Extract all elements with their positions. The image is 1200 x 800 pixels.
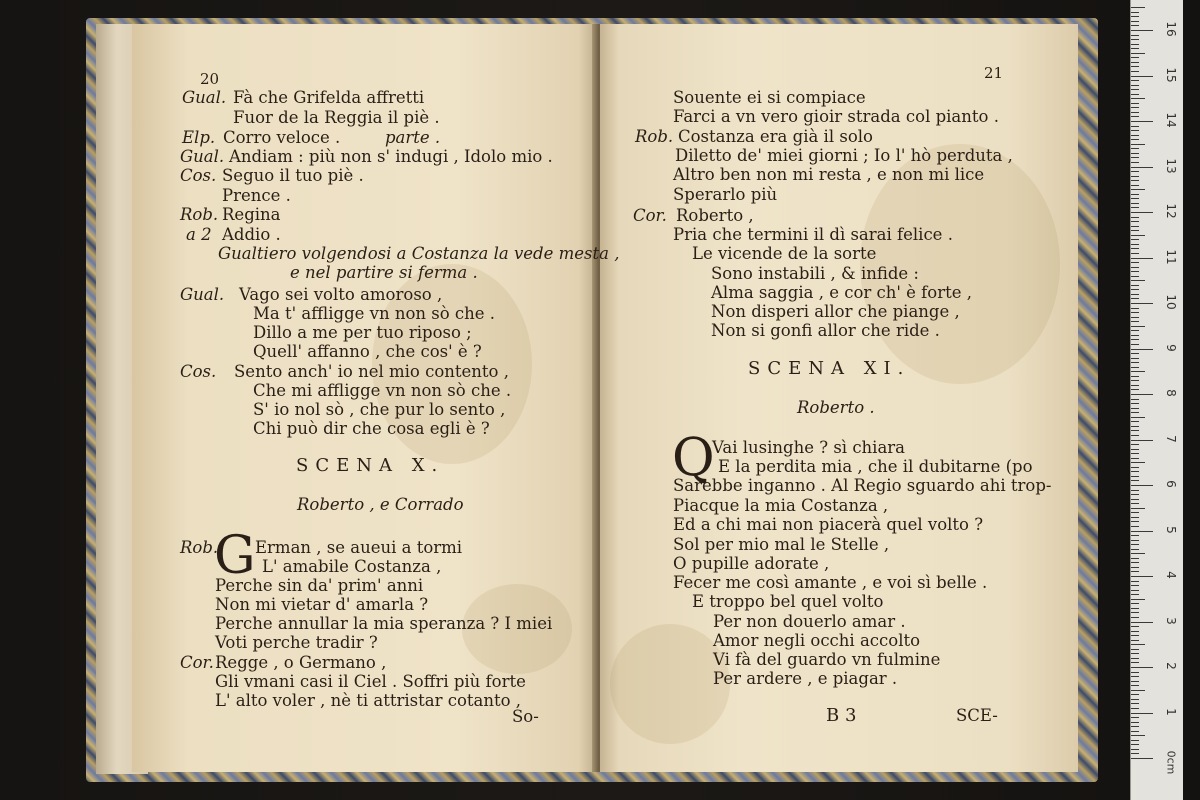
verse-line: Souente ei si compiace (673, 88, 866, 107)
verse-line: Vai lusinghe ? sì chiara (712, 438, 906, 457)
ruler-label: 1 (1164, 707, 1178, 716)
ruler-label: 15 (1164, 66, 1178, 83)
ruler-tick (1131, 171, 1139, 172)
stage-direction: e nel partire si ferma . (290, 263, 478, 282)
ruler-tick (1131, 440, 1153, 441)
ruler-label: 12 (1164, 203, 1178, 219)
ruler-label: 10 (1164, 294, 1178, 310)
verse-line: Sol per mio mal le Stelle , (673, 535, 890, 554)
verse-line: L' alto voler , nè ti attristar cotanto , (215, 691, 522, 710)
ruler-tick (1131, 248, 1139, 249)
ruler-tick (1131, 153, 1139, 154)
ruler-tick (1131, 139, 1139, 140)
ruler-tick (1131, 690, 1145, 691)
ruler-tick (1131, 731, 1139, 732)
ruler-tick (1131, 189, 1145, 190)
ruler-tick (1131, 349, 1153, 350)
verse-line: Gli vmani casi il Ciel . Soffri più forte (215, 672, 526, 691)
catchword: SCE- (956, 706, 998, 725)
verse-line: Prence . (222, 186, 291, 205)
ruler-tick (1131, 735, 1145, 736)
ruler-tick (1131, 603, 1139, 604)
ruler-tick (1131, 662, 1139, 663)
ruler-tick (1131, 590, 1139, 591)
ruler-tick (1131, 121, 1153, 122)
ruler-tick (1131, 403, 1139, 404)
ruler-label: 4 (1164, 571, 1178, 579)
ruler-tick (1131, 435, 1139, 436)
ruler-tick (1131, 89, 1139, 90)
ruler-tick (1131, 294, 1139, 295)
ruler-label: 16 (1164, 21, 1178, 37)
ruler-tick (1131, 21, 1139, 22)
measuring-ruler (1130, 0, 1183, 800)
ruler-label: 7 (1164, 434, 1178, 443)
ruler-tick (1131, 685, 1139, 686)
verse-line: Per ardere , e piagar . (713, 669, 898, 688)
ruler-tick (1131, 25, 1139, 26)
ruler-tick (1131, 144, 1145, 145)
ruler-tick (1131, 362, 1139, 363)
ruler-label: 6 (1164, 480, 1178, 488)
ruler-tick (1131, 672, 1139, 673)
ruler-tick (1131, 640, 1139, 641)
ruler-tick (1131, 531, 1153, 532)
ruler-tick (1131, 103, 1139, 104)
verse-line: Addio . (222, 225, 281, 244)
ruler-tick (1131, 535, 1139, 536)
verse-line: S' io nol sò , che pur lo sento , (253, 400, 506, 419)
ruler-tick (1131, 476, 1139, 477)
speaker-label: Elp. (182, 128, 216, 147)
verse-line: Perche sin da' prim' anni (215, 576, 424, 595)
ruler-tick (1131, 258, 1153, 259)
ruler-tick (1131, 71, 1139, 72)
ruler-tick (1131, 571, 1139, 572)
verse-line: E la perdita mia , che il dubitarne (po (718, 457, 1033, 476)
ruler-tick (1131, 503, 1139, 504)
ruler-tick (1131, 449, 1139, 450)
ruler-tick (1131, 226, 1139, 227)
drop-cap: Q (672, 428, 715, 488)
speaker-label: Rob. (635, 127, 674, 146)
ruler-tick (1131, 330, 1139, 331)
ruler-tick (1131, 594, 1139, 595)
verse-line: Ed a chi mai non piacerà quel volto ? (673, 515, 984, 534)
verse-line: Corro veloce . (223, 128, 341, 147)
ruler-tick (1131, 608, 1139, 609)
ruler-tick (1131, 312, 1139, 313)
ruler-tick (1131, 412, 1139, 413)
ruler-tick (1131, 62, 1139, 63)
verse-line: Costanza era già il solo (678, 127, 873, 146)
ruler-tick (1131, 576, 1153, 577)
ruler-label: 14 (1164, 112, 1178, 128)
ruler-tick (1131, 353, 1139, 354)
verse-line: Pria che termini il dì sarai felice . (673, 225, 953, 244)
speaker-label: Cos. (180, 166, 217, 185)
speaker-label: Cor. (633, 206, 667, 225)
ruler-tick (1131, 549, 1139, 550)
ruler-tick (1131, 12, 1139, 13)
verse-line: Non mi vietar d' amarla ? (215, 595, 429, 614)
ruler-tick (1131, 326, 1145, 327)
ruler-tick (1131, 244, 1139, 245)
ruler-tick (1131, 344, 1139, 345)
ruler-tick (1131, 203, 1139, 204)
ruler-tick (1131, 553, 1145, 554)
ruler-tick (1131, 599, 1145, 600)
ruler-tick (1131, 558, 1139, 559)
ruler-tick (1131, 157, 1139, 158)
ruler-tick (1131, 612, 1139, 613)
ruler-tick (1131, 622, 1153, 623)
ruler-tick (1131, 385, 1139, 386)
ruler-tick (1131, 253, 1139, 254)
verse-line: Che mi affligge vn non sò che . (253, 381, 512, 400)
ruler-tick (1131, 367, 1139, 368)
ruler-tick (1131, 207, 1139, 208)
verse-line: Amor negli occhi accolto (713, 631, 921, 650)
ruler-tick (1131, 462, 1145, 463)
ruler-tick (1131, 76, 1153, 77)
ruler-tick (1131, 430, 1139, 431)
ruler-tick (1131, 39, 1139, 40)
ruler-label: 9 (1164, 343, 1178, 352)
ruler-label: 3 (1164, 616, 1178, 625)
ruler-tick (1131, 508, 1145, 509)
ruler-tick (1131, 7, 1145, 8)
verse-line: Vago sei volto amoroso , (239, 285, 443, 304)
speaker-label: Gual. (182, 88, 227, 107)
ruler-tick (1131, 30, 1153, 31)
verse-line: Non disperi allor che piange , (711, 302, 960, 321)
ruler-tick (1131, 694, 1139, 695)
ruler-tick (1131, 653, 1139, 654)
ruler-tick (1131, 485, 1153, 486)
verse-line: Fecer me così amante , e voi sì belle . (673, 573, 988, 592)
verse-line: Le vicende de la sorte (692, 244, 877, 263)
ruler-tick (1131, 180, 1139, 181)
ruler-tick (1131, 585, 1139, 586)
ruler-tick (1131, 526, 1139, 527)
ruler-tick (1131, 339, 1139, 340)
ruler-unit: 0cm (1164, 750, 1178, 775)
ruler-tick (1131, 499, 1139, 500)
ruler-tick (1131, 35, 1139, 36)
ruler-tick (1131, 321, 1139, 322)
drop-cap: G (214, 526, 256, 586)
catchword: So- (512, 707, 539, 726)
verse-line: Vi fà del guardo vn fulmine (713, 650, 941, 669)
ruler-tick (1131, 126, 1139, 127)
verse-line: Farci a vn vero gioir strada col pianto . (673, 107, 999, 126)
ruler-tick (1131, 722, 1139, 723)
ruler-tick (1131, 198, 1139, 199)
ruler-tick (1131, 394, 1153, 395)
ruler-tick (1131, 626, 1139, 627)
ruler-tick (1131, 376, 1139, 377)
ruler-tick (1131, 167, 1153, 168)
verse-line: Non si gonfi allor che ride . (711, 321, 940, 340)
ruler-tick (1131, 112, 1139, 113)
ruler-tick (1131, 221, 1139, 222)
ruler-tick (1131, 276, 1139, 277)
ruler-tick (1131, 717, 1139, 718)
ruler-tick (1131, 107, 1139, 108)
verse-line: Piacque la mia Costanza , (673, 496, 889, 515)
page-number: 20 (200, 70, 220, 88)
ruler-tick (1131, 53, 1145, 54)
verse-line: L' amabile Costanza , (262, 557, 442, 576)
verse-line: Regina (222, 205, 281, 224)
ruler-tick (1131, 703, 1139, 704)
speaker-label: a 2 (186, 225, 212, 244)
speaker-label: Gual. (180, 285, 225, 304)
verse-line: Ma t' affligge vn non sò che . (253, 304, 496, 323)
verse-line: Altro ben non mi resta , e non mi lice (673, 165, 985, 184)
ruler-tick (1131, 749, 1139, 750)
ruler-tick (1131, 66, 1139, 67)
ruler-tick (1131, 285, 1139, 286)
scene-title: SCENA XI. (748, 358, 911, 379)
speaker-label: Rob. (180, 538, 219, 557)
ruler-tick (1131, 521, 1139, 522)
ruler-tick (1131, 239, 1139, 240)
ruler-tick (1131, 176, 1139, 177)
verse-line: Roberto , (676, 206, 754, 225)
verse-line: Sperarlo più (673, 185, 778, 204)
verse-line: Erman , se aueui a tormi (255, 538, 463, 557)
ruler-label: 2 (1164, 662, 1178, 670)
ruler-tick (1131, 162, 1139, 163)
ruler-tick (1131, 426, 1139, 427)
ruler-tick (1131, 212, 1153, 213)
ruler-tick (1131, 540, 1139, 541)
stage-direction: Gualtiero volgendosi a Costanza la vede mesta , (218, 244, 620, 263)
ruler-tick (1131, 421, 1139, 422)
ruler-tick (1131, 453, 1139, 454)
ruler-label: 8 (1164, 389, 1178, 397)
ruler-tick (1131, 408, 1139, 409)
verse-line: Regge , o Germano , (215, 653, 387, 672)
ruler-tick (1131, 649, 1139, 650)
ruler-tick (1131, 667, 1153, 668)
ruler-tick (1131, 635, 1139, 636)
ruler-tick (1131, 194, 1139, 195)
verse-line: Sarebbe inganno . Al Regio sguardo ahi trop- (673, 476, 1052, 495)
stage-direction: parte . (385, 128, 441, 147)
page-stain (610, 624, 730, 744)
ruler-tick (1131, 544, 1139, 545)
ruler-tick (1131, 617, 1139, 618)
verse-line: Diletto de' miei giorni ; Io l' hò perduta , (675, 146, 1013, 165)
ruler-tick (1131, 335, 1139, 336)
speaker-label: Gual. (180, 147, 225, 166)
ruler-label: 5 (1164, 525, 1178, 534)
ruler-tick (1131, 116, 1139, 117)
ruler-tick (1131, 380, 1139, 381)
ruler-tick (1131, 130, 1139, 131)
signature-mark: B 3 (826, 705, 857, 726)
ruler-tick (1131, 458, 1139, 459)
ruler-tick (1131, 16, 1139, 17)
ruler-tick (1131, 371, 1145, 372)
ruler-tick (1131, 631, 1139, 632)
ruler-tick (1131, 753, 1139, 754)
verse-line: Seguo il tuo piè . (222, 166, 364, 185)
ruler-tick (1131, 262, 1139, 263)
ruler-tick (1131, 444, 1139, 445)
ruler-tick (1131, 217, 1139, 218)
ruler-tick (1131, 44, 1139, 45)
ruler-tick (1131, 148, 1139, 149)
ruler-tick (1131, 471, 1139, 472)
scene-characters: Roberto , e Corrado (297, 495, 464, 514)
ruler-tick (1131, 699, 1139, 700)
verse-line: E troppo bel quel volto (692, 592, 884, 611)
ruler-tick (1131, 298, 1139, 299)
ruler-tick (1131, 303, 1153, 304)
verse-line: Fuor de la Reggia il piè . (233, 108, 440, 127)
verse-line: Dillo a me per tuo riposo ; (253, 323, 472, 342)
speaker-label: Cor. (180, 653, 214, 672)
page-number: 21 (984, 64, 1004, 82)
scene-title: SCENA X. (296, 455, 445, 476)
ruler-tick (1131, 467, 1139, 468)
ruler-tick (1131, 185, 1139, 186)
verse-line: Sono instabili , & infide : (711, 264, 919, 283)
ruler-tick (1131, 267, 1139, 268)
ruler-tick (1131, 758, 1153, 759)
ruler-tick (1131, 567, 1139, 568)
ruler-tick (1131, 358, 1139, 359)
ruler-tick (1131, 80, 1139, 81)
ruler-tick (1131, 417, 1145, 418)
scene-characters: Roberto . (797, 398, 875, 417)
verse-line: Quell' affanno , che cos' è ? (253, 342, 482, 361)
ruler-label: 11 (1164, 248, 1178, 265)
ruler-label: 13 (1164, 157, 1178, 174)
ruler-tick (1131, 581, 1139, 582)
verse-line: Per non douerlo amar . (713, 612, 906, 631)
ruler-tick (1131, 676, 1139, 677)
ruler-tick (1131, 713, 1153, 714)
ruler-tick (1131, 740, 1139, 741)
ruler-tick (1131, 235, 1145, 236)
verse-line: Chi può dir che cosa egli è ? (253, 419, 490, 438)
ruler-tick (1131, 389, 1139, 390)
ruler-tick (1131, 726, 1139, 727)
ruler-tick (1131, 48, 1139, 49)
speaker-label: Rob. (180, 205, 219, 224)
ruler-tick (1131, 480, 1139, 481)
verse-line: Fà che Grifelda affretti (233, 88, 425, 107)
ruler-tick (1131, 399, 1139, 400)
ruler-tick (1131, 289, 1139, 290)
speaker-label: Cos. (180, 362, 217, 381)
ruler-tick (1131, 317, 1139, 318)
ruler-tick (1131, 490, 1139, 491)
ruler-tick (1131, 494, 1139, 495)
ruler-tick (1131, 644, 1145, 645)
ruler-tick (1131, 517, 1139, 518)
verse-line: Perche annullar la mia speranza ? I miei (215, 614, 553, 633)
verse-line: Andiam : più non s' indugi , Idolo mio . (229, 147, 553, 166)
ruler-tick (1131, 658, 1139, 659)
ruler-tick (1131, 271, 1139, 272)
ruler-tick (1131, 94, 1139, 95)
ruler-tick (1131, 681, 1139, 682)
ruler-tick (1131, 85, 1139, 86)
verse-line: O pupille adorate , (673, 554, 830, 573)
ruler-tick (1131, 744, 1139, 745)
verse-line: Voti perche tradir ? (215, 633, 378, 652)
ruler-tick (1131, 98, 1145, 99)
ruler-tick (1131, 512, 1139, 513)
verse-line: Sento anch' io nel mio contento , (234, 362, 509, 381)
ruler-tick (1131, 135, 1139, 136)
ruler-tick (1131, 562, 1139, 563)
verse-line: Alma saggia , e cor ch' è forte , (711, 283, 972, 302)
ruler-tick (1131, 230, 1139, 231)
ruler-tick (1131, 308, 1139, 309)
ruler-tick (1131, 280, 1145, 281)
ruler-tick (1131, 57, 1139, 58)
ruler-tick (1131, 708, 1139, 709)
